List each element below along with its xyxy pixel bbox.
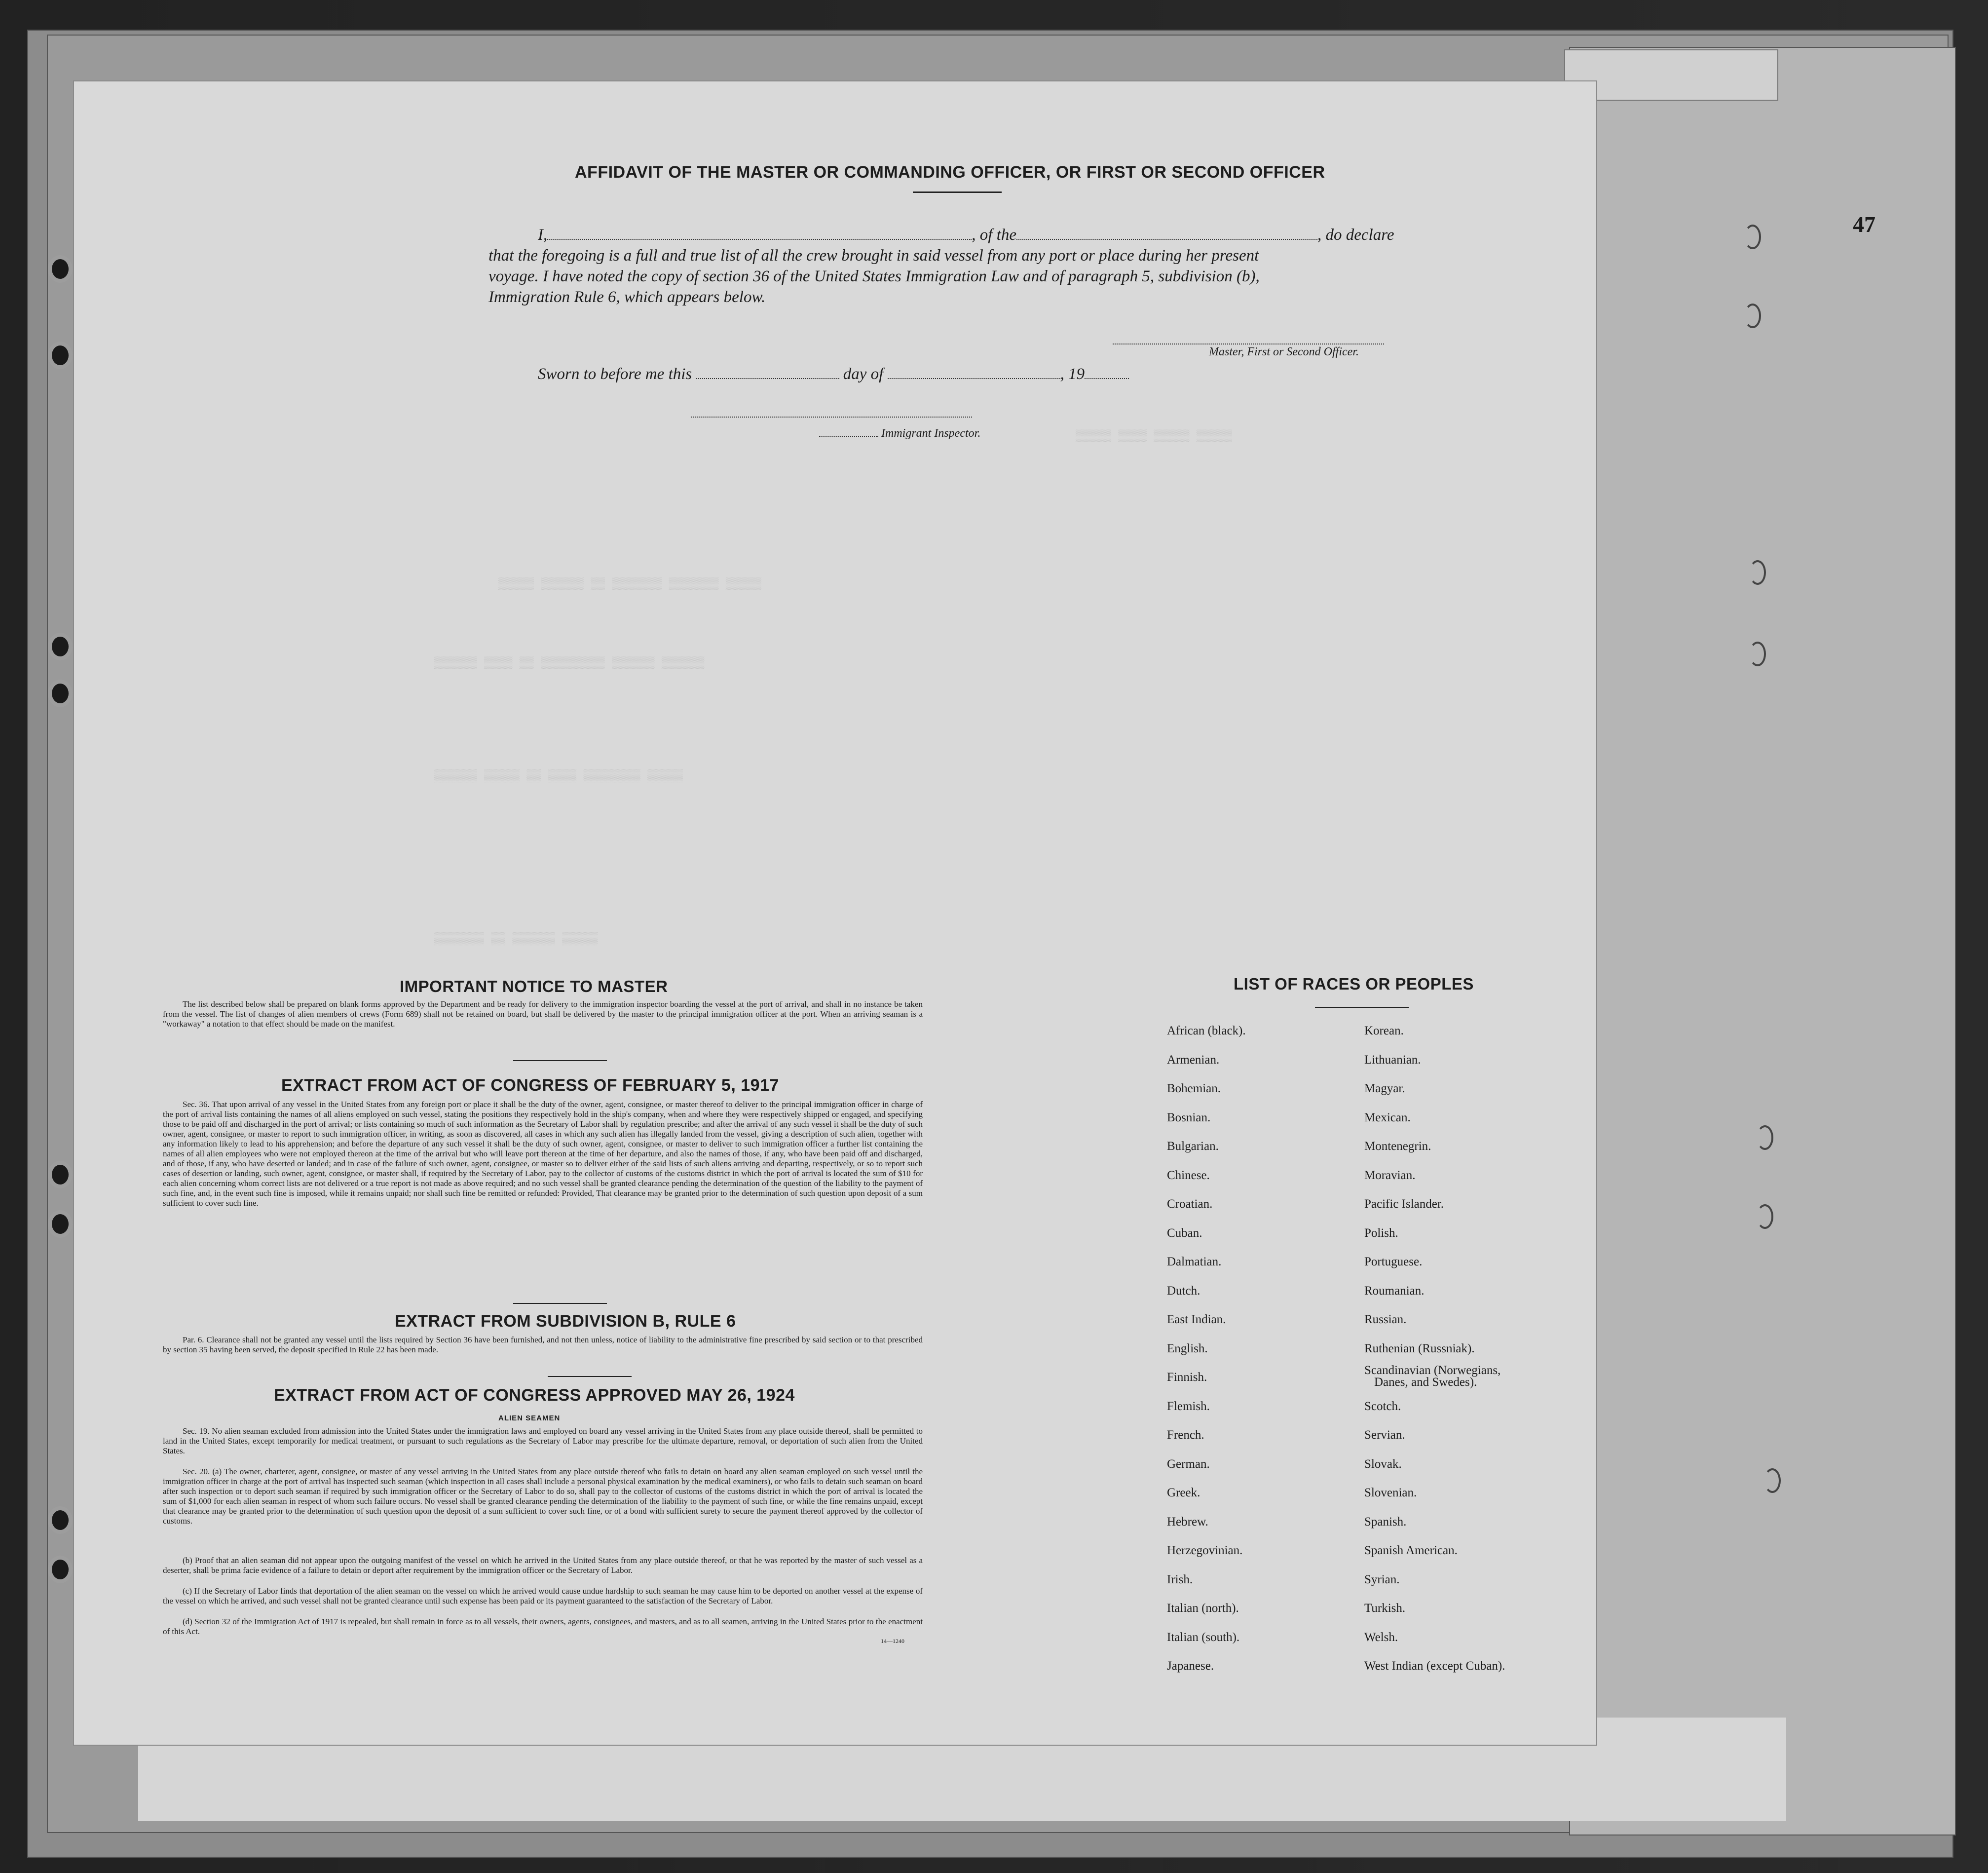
sworn-text: Sworn to before me this	[538, 365, 692, 383]
divider	[513, 1303, 607, 1304]
sworn-line	[538, 365, 1129, 383]
day-blank	[696, 378, 839, 379]
affidavit-i: I,	[538, 226, 548, 244]
race-item: Spanish.	[1364, 1515, 1407, 1529]
race-item: Scandinavian (Norwegians, Danes, and Swedes).	[1364, 1364, 1501, 1389]
page-number: 47	[1853, 212, 1875, 237]
binder-hole	[52, 1560, 69, 1579]
ring-mark	[1744, 304, 1761, 328]
race-item: Spanish American.	[1364, 1544, 1458, 1557]
ring-mark	[1757, 1125, 1773, 1150]
name-blank	[547, 238, 972, 240]
divider	[1315, 1007, 1409, 1008]
binder-hole	[52, 259, 69, 279]
race-item: West Indian (except Cuban).	[1364, 1659, 1505, 1673]
affidavit-line-3: voyage. I have noted the copy of section 36 of the United States Immigration Law and of paragraph 5, subdivision (b),	[488, 268, 1260, 285]
race-item: German.	[1167, 1457, 1210, 1471]
race-item: Scotch.	[1364, 1400, 1401, 1413]
affidavit-declare: , do declare	[1317, 226, 1394, 244]
year-prefix: , 19	[1060, 365, 1085, 383]
race-item: Dutch.	[1167, 1284, 1200, 1298]
inspector-signature-blank	[691, 416, 972, 418]
divider	[513, 1060, 607, 1061]
race-item: Magyar.	[1364, 1082, 1405, 1095]
vessel-blank	[1016, 238, 1317, 240]
race-item: Bulgarian.	[1167, 1140, 1219, 1153]
ring-mark	[1757, 1204, 1773, 1229]
race-item: Turkish.	[1364, 1602, 1406, 1615]
race-item: Croatian.	[1167, 1197, 1213, 1211]
bleed-through-text: ▒▒▒▒▒▒ ▒▒▒▒▒ ▒▒ ▒▒▒▒ ▒▒▒▒▒▒▒▒ ▒▒▒▒▒	[434, 770, 683, 783]
day-of-text: day of	[843, 365, 884, 383]
affidavit-line-1	[538, 226, 1394, 244]
bleed-through-text: ▒▒▒▒▒▒▒ ▒▒ ▒▒▒▒▒▒ ▒▒▒▒▒	[434, 933, 598, 946]
race-item: Finnish.	[1167, 1371, 1207, 1384]
binder-hole	[52, 684, 69, 703]
race-item: Bohemian.	[1167, 1082, 1221, 1095]
race-item: Welsh.	[1364, 1631, 1398, 1644]
race-item: Korean.	[1364, 1024, 1404, 1037]
extract-1924-title: EXTRACT FROM ACT OF CONGRESS APPROVED MAY 26, 1924	[274, 1386, 795, 1405]
page-tab	[1564, 49, 1778, 101]
inspector-label	[819, 427, 980, 440]
divider	[913, 191, 1002, 193]
race-item: Japanese.	[1167, 1659, 1214, 1673]
race-item: Montenegrin.	[1364, 1140, 1431, 1153]
year-blank	[1085, 378, 1129, 379]
race-item: Portuguese.	[1364, 1255, 1423, 1268]
race-item: Bosnian.	[1167, 1111, 1211, 1124]
race-item: Armenian.	[1167, 1053, 1220, 1067]
extract-rule6-body: Par. 6. Clearance shall not be granted any vessel until the lists required by Section 36 have been furnished, and not then unless, notice of liability to the administrative fine prescribed by said section or to that prescribed by section 35 having been served, the deposit specified in Rule 22 has been made.	[163, 1335, 923, 1354]
race-item: Hebrew.	[1167, 1515, 1208, 1529]
race-item: Italian (south).	[1167, 1631, 1240, 1644]
affidavit-title: AFFIDAVIT OF THE MASTER OR COMMANDING OFFICER, OR FIRST OR SECOND OFFICER	[575, 163, 1325, 182]
extract-rule6-title: EXTRACT FROM SUBDIVISION B, RULE 6	[395, 1312, 736, 1331]
race-item: English.	[1167, 1342, 1208, 1355]
race-item: French.	[1167, 1428, 1204, 1442]
bleed-through-text: ▒▒▒▒▒▒ ▒▒▒▒ ▒▒ ▒▒▒▒▒▒▒▒▒ ▒▒▒▒▒▒ ▒▒▒▒▒▒	[434, 656, 705, 670]
bleed-through-text: ▒▒▒▒▒ ▒▒▒▒▒▒ ▒▒ ▒▒▒▒▒▒▒ ▒▒▒▒▒▒▒ ▒▒▒▒▒	[498, 577, 761, 591]
extract-1924-sec20c: (c) If the Secretary of Labor finds that deportation of the alien seaman on the vessel on which he arrived would cause undue hardship to such seaman he may cause him to be deported on another vessel at the expense of the vessel on which he arrived, and such vessel shall not be granted clearance until such expense has been paid or its payment guaranteed to the satisfaction of the Secretary of Labor.	[163, 1586, 923, 1605]
race-item: Roumanian.	[1364, 1284, 1425, 1298]
races-title: LIST OF RACES OR PEOPLES	[1234, 975, 1474, 993]
inspector-dots	[819, 435, 878, 437]
extract-1924-sec19: Sec. 19. No alien seaman excluded from admission into the United States under the immigration laws and employed on board any vessel arriving in the United States from any place outside thereof, shall be permitted to land in the United States, except temporarily for medical treatment, or pursuant to such regulations as the Secretary of Labor may prescribe for the ultimate departure, removal, or deportation of such alien from the United States.	[163, 1426, 923, 1455]
binder-hole	[52, 1165, 69, 1185]
ring-mark	[1749, 560, 1766, 585]
race-item: Syrian.	[1364, 1573, 1400, 1586]
extract-1924-sec20a: Sec. 20. (a) The owner, charterer, agent, consignee, or master of any vessel arriving in the United States from any place outside thereof who fails to detain on board any alien seaman employed on such vessel until the immigration officer in charge at the port of arrival has inspected such seaman (which inspection in all cases shall include a personal physical examination by the medical examiners), or who fails to detain such seaman on board after such inspection or to deport such seaman if required by such immigration officer or the Secretary of Labor to do so, shall pay to the collector of customs of the customs district in which the port of arrival is located the sum of $1,000 for each alien seaman in respect of whom such failure occurs. No vessel shall be granted clearance pending the determination of the liability to the payment of such fine, or while the fine remains unpaid, except that clearance may be granted prior to the determination of such question upon the deposit of a sum sufficient to cover such fine, or of a bond with sufficient surety to secure the payment thereof approved by the collector of customs.	[163, 1467, 923, 1526]
affidavit-of-the: , of the	[972, 226, 1016, 244]
binder-hole	[52, 1214, 69, 1234]
race-item: Russian.	[1364, 1313, 1407, 1326]
inspector-label-text: Immigrant Inspector.	[881, 427, 981, 440]
back-page-edge	[1569, 47, 1956, 1835]
extract-1924-sec20b: (b) Proof that an alien seaman did not appear upon the outgoing manifest of the vessel on which he arrived in the United States from any place outside thereof, or that he was reported by the master of such vessel as a deserter, shall be prima facie evidence of a failure to detain or deport after requirement by the immigration officer or the Secretary of Labor.	[163, 1556, 923, 1575]
notice-body: The list described below shall be prepared on blank forms approved by the Department and be ready for delivery to the immigration inspector boarding the vessel at the port of arrival, and shall in no instance be taken from the vessel. The list of changes of alien members of crews (Form 689) shall not be retained on board, but shall be delivered by the master to the principal immigration officer at the port. When an arriving seaman is a "workaway" a notation to that effect should be made on the manifest.	[163, 999, 923, 1029]
race-item: Lithuanian.	[1364, 1053, 1421, 1067]
race-item: Moravian.	[1364, 1169, 1416, 1182]
bleed-through-text: ▒▒▒▒▒ ▒▒▒▒ ▒▒▒▒▒ ▒▒▒▒▒	[1076, 429, 1232, 443]
month-blank	[888, 378, 1060, 379]
race-item: Herzegovinian.	[1167, 1544, 1243, 1557]
form-number: 14—1240	[881, 1638, 904, 1644]
race-item: Pacific Islander.	[1364, 1197, 1444, 1211]
alien-seamen-subtitle: ALIEN SEAMEN	[498, 1414, 561, 1422]
extract-1924-sec20d: (d) Section 32 of the Immigration Act of 1917 is repealed, but shall remain in force as to all vessels, their owners, agents, consignees, and masters, and as to all seamen, arriving in the United States prior to the enactment of this Act.	[163, 1617, 923, 1636]
race-item: Irish.	[1167, 1573, 1193, 1586]
divider	[548, 1376, 632, 1377]
race-item: Slovak.	[1364, 1457, 1402, 1471]
race-item: East Indian.	[1167, 1313, 1226, 1326]
binder-hole	[52, 637, 69, 656]
binder-hole	[52, 1510, 69, 1530]
race-item: African (black).	[1167, 1024, 1246, 1037]
affidavit-line-2: that the foregoing is a full and true list of all the crew brought in said vessel from any port or place during her present	[488, 247, 1259, 265]
race-item: Italian (north).	[1167, 1602, 1239, 1615]
extract-1917-title: EXTRACT FROM ACT OF CONGRESS OF FEBRUARY 5, 1917	[281, 1076, 779, 1095]
notice-title: IMPORTANT NOTICE TO MASTER	[400, 977, 668, 995]
race-item: Chinese.	[1167, 1169, 1210, 1182]
ring-mark	[1749, 642, 1766, 666]
ring-mark	[1744, 225, 1761, 249]
race-item: Greek.	[1167, 1486, 1200, 1499]
extract-1917-body: Sec. 36. That upon arrival of any vessel in the United States from any foreign port or place it shall be the duty of the owner, agent, consignee, or master thereof to deliver to the principal immigration officer in charge of the port of arrival lists containing the names of all aliens employed on such vessel, stating the positions they respectively hold in the ship's company, when and where they were respectively shipped or engaged, and specifying those to be paid off and discharged in the port of arrival; or lists containing so much of such information as the Secretary of Labor shall by regulation prescribe; and after the arrival of any such vessel it shall be the duty of such owner, agent, consignee, or master to report to such immigration officer, in writing, as soon as discovered, all cases in which any such alien has illegally landed from the vessel, giving a description of such alien, together with any information likely to lead to his apprehension; and before the departure of any such vessel it shall be the duty of such owner, agent, consignee, or master to deliver to such immigration officer a further list containing the names of all alien employees who were not employed thereon at the time of the arrival but who will leave port thereon at the time of her departure, and also the names of those, if any, who have been paid off and discharged, and of those, if any, who have deserted or landed; and in case of the failure of such owner, agent, consignee, or master so to deliver either of the said lists of such aliens arriving and departing, respectively, or so to report such cases of desertion or landing, such owner, agent, consignee, or master shall, if required by the Secretary of Labor, pay to the collector of customs of the customs district in which the port of arrival is located the sum of $10 for each alien concerning whom correct lists are not delivered or a true report is not made as above required; and no such vessel shall be granted clearance pending the determination of the question of the liability to the payment of such fine, and, in the event such fine is imposed, while it remains unpaid; nor shall such fine be remitted or refunded: Provided, That clearance may be granted prior to the determination of such question upon deposit of a sum sufficient to cover such fine.	[163, 1100, 923, 1208]
ring-mark	[1764, 1468, 1781, 1493]
race-item: Dalmatian.	[1167, 1255, 1222, 1268]
affidavit-line-4: Immigration Rule 6, which appears below.	[488, 288, 766, 306]
race-item: Cuban.	[1167, 1226, 1202, 1240]
race-item: Flemish.	[1167, 1400, 1210, 1413]
race-item: Servian.	[1364, 1428, 1405, 1442]
binder-hole	[52, 345, 69, 365]
race-item: Polish.	[1364, 1226, 1398, 1240]
signature-label: Master, First or Second Officer.	[1209, 345, 1359, 358]
race-item: Ruthenian (Russniak).	[1364, 1342, 1475, 1355]
race-item: Mexican.	[1364, 1111, 1411, 1124]
race-item: Slovenian.	[1364, 1486, 1417, 1499]
signature-blank	[1113, 343, 1384, 344]
